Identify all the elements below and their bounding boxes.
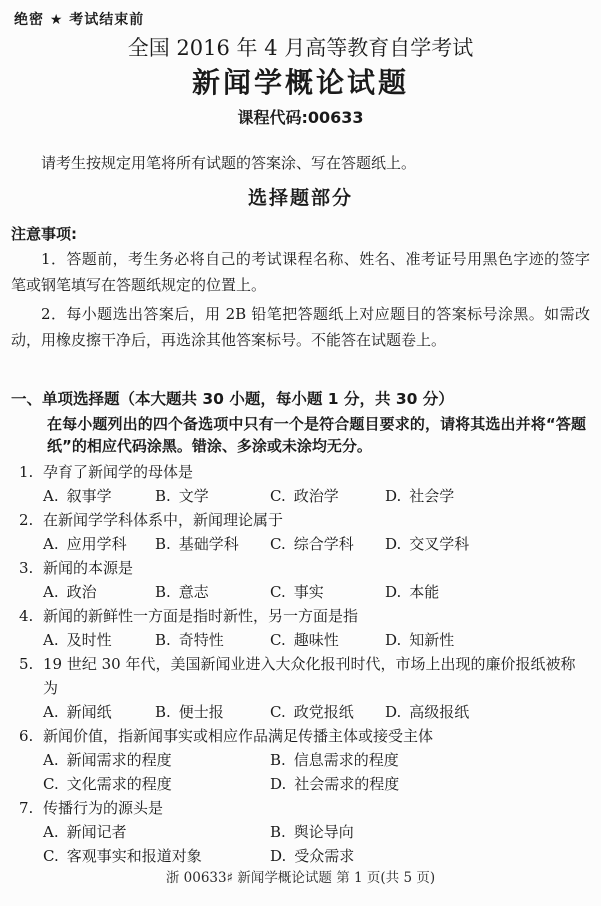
question-number: 2. bbox=[19, 511, 34, 529]
option-text: 社会学 bbox=[409, 487, 455, 505]
question-5 bbox=[11, 652, 590, 724]
option-letter: C. bbox=[270, 631, 286, 649]
option-letter: C. bbox=[270, 703, 286, 721]
option-text: 交叉学科 bbox=[409, 535, 470, 553]
option-letter: C. bbox=[43, 847, 59, 865]
option-b bbox=[155, 580, 270, 604]
option-row bbox=[43, 484, 590, 508]
option-letter: A. bbox=[43, 703, 59, 721]
question-7 bbox=[11, 796, 590, 868]
option-letter: B. bbox=[155, 703, 171, 721]
option-d bbox=[270, 844, 590, 868]
option-text: 文学 bbox=[178, 487, 209, 505]
option-d bbox=[385, 700, 590, 724]
option-letter: D. bbox=[385, 703, 402, 721]
option-text: 社会需求的程度 bbox=[294, 775, 400, 793]
notice-item-2: 2．每小题选出答案后，用 2B 铅笔把答题纸上对应题目的答案标号涂黑。如需改动，用橡皮擦干净后，再选涂其他答案标号。不能答在试题卷上。 bbox=[11, 305, 590, 349]
option-c bbox=[270, 580, 385, 604]
option-d bbox=[385, 484, 590, 508]
option-a bbox=[43, 532, 155, 556]
question-stem: 新闻的本源是 bbox=[43, 559, 134, 577]
option-letter: A. bbox=[43, 583, 59, 601]
option-text: 文化需求的程度 bbox=[66, 775, 172, 793]
option-text: 信息需求的程度 bbox=[293, 751, 399, 769]
option-text: 政党报纸 bbox=[293, 703, 354, 721]
question-stem: 孕育了新闻学的母体是 bbox=[43, 463, 194, 481]
option-d bbox=[270, 772, 590, 796]
option-letter: C. bbox=[270, 487, 286, 505]
page-footer: 浙 00633♯ 新闻学概论试题 第 1 页(共 5 页) bbox=[165, 870, 436, 886]
option-b bbox=[155, 484, 270, 508]
question-4 bbox=[11, 604, 590, 652]
option-text: 基础学科 bbox=[178, 535, 239, 553]
question-2 bbox=[11, 508, 590, 556]
question-number: 6. bbox=[19, 727, 34, 745]
paper-title: 新闻学概论试题 bbox=[191, 66, 409, 99]
exam-title: 全国 2016 年 4 月高等教育自学考试 bbox=[127, 36, 474, 60]
option-a bbox=[43, 820, 270, 844]
option-a bbox=[43, 700, 155, 724]
option-letter: C. bbox=[270, 583, 286, 601]
option-row bbox=[43, 700, 590, 724]
option-row bbox=[43, 580, 590, 604]
option-c bbox=[43, 772, 270, 796]
option-letter: B. bbox=[155, 487, 171, 505]
option-text: 新闻需求的程度 bbox=[66, 751, 172, 769]
option-letter: D. bbox=[270, 775, 287, 793]
general-instruction: 请考生按规定用笔将所有试题的答案涂、写在答题纸上。 bbox=[41, 154, 417, 172]
option-text: 奇特性 bbox=[178, 631, 224, 649]
option-text: 新闻记者 bbox=[66, 823, 127, 841]
option-b bbox=[155, 700, 270, 724]
option-text: 及时性 bbox=[66, 631, 112, 649]
option-letter: B. bbox=[155, 631, 171, 649]
classification-banner: 绝密 ★ 考试结束前 bbox=[14, 12, 145, 28]
option-d bbox=[385, 628, 590, 652]
option-b bbox=[270, 748, 590, 772]
question-number: 7. bbox=[19, 799, 34, 817]
option-text: 高级报纸 bbox=[409, 703, 470, 721]
option-letter: C. bbox=[270, 535, 286, 553]
question-number: 4. bbox=[19, 607, 34, 625]
option-text: 知新性 bbox=[409, 631, 455, 649]
option-text: 事实 bbox=[293, 583, 324, 601]
option-letter: B. bbox=[155, 535, 171, 553]
option-c bbox=[270, 700, 385, 724]
option-a bbox=[43, 580, 155, 604]
option-text: 综合学科 bbox=[293, 535, 354, 553]
question-number: 5. bbox=[19, 655, 34, 673]
option-row bbox=[43, 748, 590, 796]
section-heading: 一、单项选择题（本大题共 30 小题，每小题 1 分，共 30 分） bbox=[11, 390, 454, 408]
notice-item-1: 1．答题前，考生务必将自己的考试课程名称、姓名、准考证号用黑色字迹的签字笔或钢笔填写在答题纸规定的位置上。 bbox=[11, 250, 590, 294]
option-letter: D. bbox=[385, 631, 402, 649]
option-b bbox=[155, 532, 270, 556]
section-instruction: 在每小题列出的四个备选项中只有一个是符合题目要求的，请将其选出并将“答题纸”的相应代码涂黑。错涂、多涂或未涂均无分。 bbox=[47, 415, 586, 455]
option-letter: B. bbox=[270, 751, 286, 769]
part-title: 选择题部分 bbox=[247, 187, 353, 209]
option-text: 舆论导向 bbox=[293, 823, 354, 841]
option-d bbox=[385, 532, 590, 556]
option-text: 应用学科 bbox=[66, 535, 127, 553]
option-letter: B. bbox=[155, 583, 171, 601]
option-c bbox=[270, 484, 385, 508]
question-6 bbox=[11, 724, 590, 796]
option-text: 叙事学 bbox=[66, 487, 112, 505]
option-c bbox=[43, 844, 270, 868]
option-text: 便士报 bbox=[178, 703, 224, 721]
option-letter: D. bbox=[385, 583, 402, 601]
notice-heading: 注意事项: bbox=[11, 225, 77, 243]
question-stem: 19 世纪 30 年代，美国新闻业进入大众化报刊时代，市场上出现的廉价报纸被称为 bbox=[43, 655, 576, 697]
option-text: 新闻纸 bbox=[66, 703, 112, 721]
option-text: 本能 bbox=[409, 583, 440, 601]
option-a bbox=[43, 484, 155, 508]
option-a bbox=[43, 748, 270, 772]
option-d bbox=[385, 580, 590, 604]
option-c bbox=[270, 532, 385, 556]
option-a bbox=[43, 628, 155, 652]
option-letter: A. bbox=[43, 487, 59, 505]
option-letter: D. bbox=[270, 847, 287, 865]
question-list bbox=[11, 460, 590, 868]
option-text: 政治 bbox=[66, 583, 97, 601]
option-b bbox=[155, 628, 270, 652]
option-letter: A. bbox=[43, 535, 59, 553]
option-letter: D. bbox=[385, 535, 402, 553]
course-code: 课程代码:00633 bbox=[237, 108, 364, 127]
option-letter: A. bbox=[43, 631, 59, 649]
option-row bbox=[43, 628, 590, 652]
option-c bbox=[270, 628, 385, 652]
option-text: 趣味性 bbox=[293, 631, 339, 649]
option-letter: D. bbox=[385, 487, 402, 505]
question-number: 1. bbox=[19, 463, 34, 481]
option-text: 意志 bbox=[178, 583, 209, 601]
question-number: 3. bbox=[19, 559, 34, 577]
option-text: 政治学 bbox=[293, 487, 339, 505]
question-stem: 在新闻学学科体系中，新闻理论属于 bbox=[43, 511, 284, 529]
option-b bbox=[270, 820, 590, 844]
option-letter: A. bbox=[43, 751, 59, 769]
question-stem: 新闻的新鲜性一方面是指时新性，另一方面是指 bbox=[43, 607, 359, 625]
option-row bbox=[43, 820, 590, 868]
option-letter: A. bbox=[43, 823, 59, 841]
option-text: 客观事实和报道对象 bbox=[66, 847, 202, 865]
option-letter: B. bbox=[270, 823, 286, 841]
question-stem: 传播行为的源头是 bbox=[43, 799, 164, 817]
question-1 bbox=[11, 460, 590, 508]
option-row bbox=[43, 532, 590, 556]
option-letter: C. bbox=[43, 775, 59, 793]
question-stem: 新闻价值，指新闻事实或相应作品满足传播主体或接受主体 bbox=[43, 727, 434, 745]
option-text: 受众需求 bbox=[294, 847, 355, 865]
question-3 bbox=[11, 556, 590, 604]
